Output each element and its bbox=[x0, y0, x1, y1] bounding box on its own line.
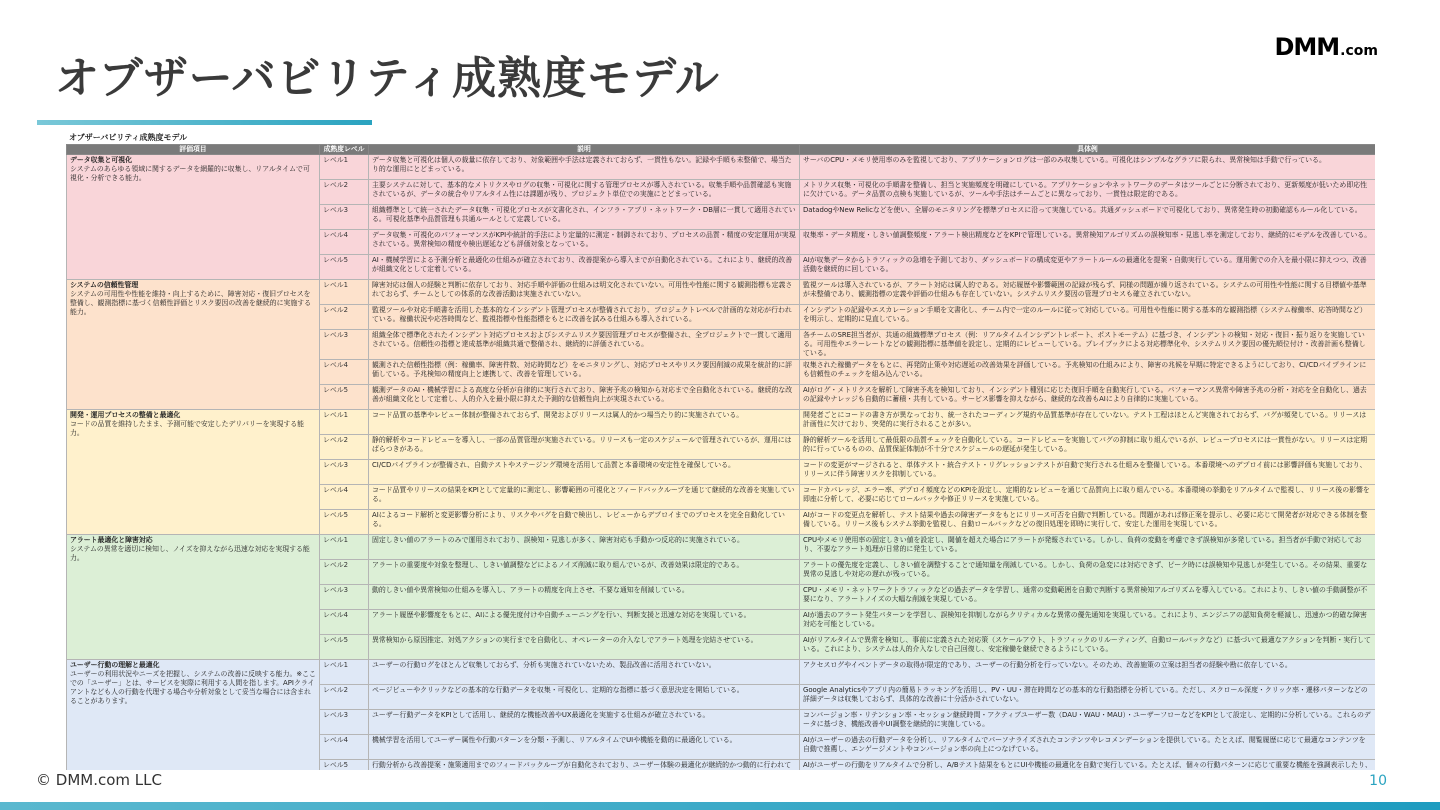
logo-suffix: .com bbox=[1340, 43, 1378, 59]
dmm-logo bbox=[1274, 33, 1378, 61]
example-cell: AIが過去のアラート発生パターンを学習し、誤検知を抑制しながらクリティカルな異常の優先通知を実現している。これにより、エンジニアの認知負荷を軽減し、迅速かつ的確な障害対応を可能としている。 bbox=[800, 610, 1376, 635]
example-cell: CPUやメモリ使用率の固定しきい値を設定し、閾値を超えた場合にアラートが発報されている。しかし、負荷の変動を考慮できず誤検知が多発している。担当者が手動で対応しており、不要なアラート処理が日常的に発生している。 bbox=[800, 535, 1376, 560]
description-cell: ユーザーの行動ログをほとんど収集しておらず、分析も実施されていないため、製品改善に活用されていない。 bbox=[369, 660, 800, 685]
description-cell: アラート履歴や影響度をもとに、AIによる優先度付けや自動チューニングを行い、判断支援と迅速な対応を実現している。 bbox=[369, 610, 800, 635]
level-cell: レベル2 bbox=[320, 305, 369, 330]
bottom-accent-bar bbox=[0, 802, 1440, 810]
page-title: オブザーバビリティ成熟度モデル bbox=[55, 53, 720, 104]
level-cell: レベル5 bbox=[320, 255, 369, 280]
level-cell: レベル2 bbox=[320, 435, 369, 460]
level-cell: レベル4 bbox=[320, 230, 369, 255]
example-cell: AIがログ・メトリクスを解析して障害予兆を検知しており、インシデント種別に応じた復旧手順を自動実行している。パフォーマンス異常や障害予兆の分析・対応を全自動化し、過去の記録やナレッジも自動的に蓄積・共有している。サービス影響を抑えながら、継続的な改善もAIにより自律的に実施している。 bbox=[800, 385, 1376, 410]
level-cell: レベル5 bbox=[320, 760, 369, 771]
level-cell: レベル3 bbox=[320, 585, 369, 610]
level-cell: レベル4 bbox=[320, 360, 369, 385]
description-cell: コード品質やリリースの結果をKPIとして定量的に測定し、影響範囲の可視化とフィードバックループを通じて継続的な改善を実施している。 bbox=[369, 485, 800, 510]
description-cell: CI/CDパイプラインが整備され、自動テストやステージング環境を活用して品質と本番環境の安定性を確保している。 bbox=[369, 460, 800, 485]
description-cell: ユーザー行動データをKPIとして活用し、継続的な機能改善やUX最適化を実施する仕組みが確立されている。 bbox=[369, 710, 800, 735]
level-cell: レベル2 bbox=[320, 685, 369, 710]
description-cell: 主要システムに対して、基本的なメトリクスやログの収集・可視化に関する管理プロセスが導入されている。収集手順や品質確認も実施されているが、データの統合やリアルタイム性には課題が残り、プロジェクト単位での実施にとどまっている。 bbox=[369, 180, 800, 205]
example-cell: AIがリアルタイムで異常を検知し、事前に定義された対応策（スケールアウト、トラフィックのリルーティング、自動ロールバックなど）に基づいて最適なアクションを判断・実行している。これにより、システムは人的介入なしで自己回復し、安定稼働を継続できるようにしている。 bbox=[800, 635, 1376, 660]
description-cell: コード品質の基準やレビュー体制が整備されておらず、開発およびリリースは属人的かつ場当たり的に実施されている。 bbox=[369, 410, 800, 435]
description-cell: 組織標準として統一されたデータ収集・可視化プロセスが文書化され、インフラ・アプリ・ネットワーク・DB層に一貫して適用されている。可視化基準や品質管理も共通ルールとして定義している。 bbox=[369, 205, 800, 230]
category-title: システムの信頼性管理 bbox=[70, 281, 139, 289]
maturity-table bbox=[66, 144, 1375, 770]
description-cell: 組織全体で標準化されたインシデント対応プロセスおよびシステムリスク要因管理プロセスが整備され、全プロジェクトで一貫して適用されている。信頼性の指標と達成基準が組織共通で整備され、継続的に評価されている。 bbox=[369, 330, 800, 360]
logo-main: DMM bbox=[1274, 33, 1340, 61]
description-cell: AI・機械学習による予測分析と最適化の仕組みが確立されており、改善提案から導入までが自動化されている。これにより、継続的改善が組織文化として定着している。 bbox=[369, 255, 800, 280]
description-cell: 異常検知から原因推定、対処アクションの実行までを自動化し、オペレーターの介入なしでアラート処理を完結させている。 bbox=[369, 635, 800, 660]
description-cell: 行動分析から改善提案・施策適用までのフィードバックループが自動化されており、ユーザー体験の最適化が継続的かつ動的に行われて bbox=[369, 760, 800, 771]
description-cell: データ収集・可視化のパフォーマンスがKPIや統計的手法により定量的に測定・制御されており、プロセスの品質・精度の安定運用が実現されている。異常検知の精度や検出遅延なども評価対象となっている。 bbox=[369, 230, 800, 255]
category-description: ユーザーの利用状況やニーズを把握し、システムの改善に反映する能力。※ここでの「ユーザー」とは、サービスを実際に利用する人間を指します。APIクライアントなども人の行動を代理する場合や分析対象として妥当な場合には含まれることがあります。 bbox=[70, 670, 316, 705]
column-header-example: 具体例 bbox=[800, 145, 1376, 155]
example-cell: AIがコードの変更点を解析し、テスト結果や過去の障害データをもとにリリース可否を自動で判断している。問題があれば修正案を提示し、必要に応じて開発者が対応できる体制を整備している。リリース後もシステム挙動を監視し、自動ロールバックなどの復旧処理を即時に実行して、安定した運用を実現している。 bbox=[800, 510, 1376, 535]
category-cell bbox=[67, 155, 320, 280]
category-cell bbox=[67, 410, 320, 535]
description-cell: 観測された信頼性指標（例：稼働率、障害件数、対応時間など）をモニタリングし、対応プロセスやリスク要因削減の成果を統計的に評価している。予兆検知の精度向上と連携して、改善を管理している。 bbox=[369, 360, 800, 385]
maturity-table-sheet bbox=[66, 132, 1375, 770]
level-cell: レベル4 bbox=[320, 485, 369, 510]
title-underline bbox=[37, 120, 372, 125]
description-cell: 動的しきい値や異常検知の仕組みを導入し、アラートの精度を向上させ、不要な通知を削減している。 bbox=[369, 585, 800, 610]
example-cell: サーバのCPU・メモリ使用率のみを監視しており、アプリケーションログは一部のみ収集している。可視化はシンプルなグラフに限られ、異常検知は手動で行っている。 bbox=[800, 155, 1376, 180]
description-cell: 静的解析やコードレビューを導入し、一部の品質管理が実施されている。リリースも一定のスケジュールで管理されているが、運用にはばらつきがある。 bbox=[369, 435, 800, 460]
example-cell: 静的解析ツールを活用して最低限の品質チェックを自動化している。コードレビューを実施してバグの抑制に取り組んでいるが、レビュープロセスには一貫性がない。リリースは定期的に行っているものの、品質保証体制が不十分でスケジュールの遅延が発生している。 bbox=[800, 435, 1376, 460]
table-body bbox=[67, 155, 1376, 771]
category-title: 開発・運用プロセスの整備と最適化 bbox=[70, 411, 181, 419]
category-title: データ収集と可視化 bbox=[70, 156, 133, 164]
category-cell bbox=[67, 660, 320, 771]
level-cell: レベル2 bbox=[320, 560, 369, 585]
example-cell: 各チームのSRE担当者が、共通の組織標準プロセス（例：リアルタイムインシデントレポート、ポストモーテム）に基づき、インシデントの検知・対応・復旧・振り返りを実施している。可用性やエラーレートなどの観測指標に基準値を設定し、定期的にレビューしている。プレイブックによる対応標準化や、システムリスク要因の優先順位付け・改善計画も整備している。 bbox=[800, 330, 1376, 360]
level-cell: レベル5 bbox=[320, 510, 369, 535]
category-cell bbox=[67, 280, 320, 410]
level-cell: レベル2 bbox=[320, 180, 369, 205]
table-row bbox=[67, 660, 1376, 685]
sheet-title: オブザーバビリティ成熟度モデル bbox=[69, 133, 188, 142]
example-cell: AIがユーザーの過去の行動データを分析し、リアルタイムでパーソナライズされたコンテンツやレコメンデーションを提供している。たとえば、閲覧履歴に応じて最適なコンテンツを自動で推薦し、エンゲージメントやコンバージョン率の向上につなげている。 bbox=[800, 735, 1376, 760]
category-cell bbox=[67, 535, 320, 660]
description-cell: 監視ツールや対応手順書を活用した基本的なインシデント管理プロセスが整備されており、プロジェクトレベルで計画的な対応が行われている。稼働状況や応答時間など、監視指標や性能指標をもとに改善を試みる仕組みも導入されている。 bbox=[369, 305, 800, 330]
table-row bbox=[67, 155, 1376, 180]
table-row bbox=[67, 410, 1376, 435]
example-cell: AIが収集データからトラフィックの急増を予測しており、ダッシュボードの構成変更やアラートルールの最適化を提案・自動実行している。運用側での介入を最小限に抑えつつ、改善活動を継続的に回している。 bbox=[800, 255, 1376, 280]
level-cell: レベル1 bbox=[320, 660, 369, 685]
level-cell: レベル1 bbox=[320, 155, 369, 180]
level-cell: レベル3 bbox=[320, 205, 369, 230]
level-cell: レベル1 bbox=[320, 535, 369, 560]
description-cell: 障害対応は個人の経験と判断に依存しており、対応手順や評価の仕組みは明文化されていない。可用性や性能に関する観測指標も定義されておらず、チームとしての体系的な改善活動は実施されていない。 bbox=[369, 280, 800, 305]
level-cell: レベル4 bbox=[320, 735, 369, 760]
level-cell: レベル3 bbox=[320, 710, 369, 735]
description-cell: 観測データのAI・機械学習による高度な分析が自律的に実行されており、障害予兆の検知から対応まで全自動化されている。継続的な改善が組織文化として定着し、人的介入を最小限に抑えた予測的な信頼性向上が実現されている。 bbox=[369, 385, 800, 410]
table-row bbox=[67, 280, 1376, 305]
level-cell: レベル3 bbox=[320, 460, 369, 485]
category-title: アラート最適化と障害対応 bbox=[70, 536, 153, 544]
example-cell: 収集された稼働データをもとに、再発防止策や対応遅延の改善効果を評価している。予兆検知の仕組みにより、障害の兆候を早期に特定できるようにしており、CI/CDパイプラインにも信頼性のチェックを組み込んでいる。 bbox=[800, 360, 1376, 385]
example-cell: コードカバレッジ、エラー率、デプロイ頻度などのKPIを設定し、定期的なレビューを通じて品質向上に取り組んでいる。本番環境の挙動をリアルタイムで監視し、リリース後の影響を即座に分析して、必要に応じてロールバックや修正リリースを実施している。 bbox=[800, 485, 1376, 510]
footer-copyright: © DMM.com LLC bbox=[36, 771, 162, 789]
example-cell: インシデントの記録やエスカレーション手順を文書化し、チーム内で一定のルールに従って対応している。可用性や性能に関する基本的な観測指標（システム稼働率、応答時間など）を明示し、定期的に見直している。 bbox=[800, 305, 1376, 330]
category-description: コードの品質を維持したまま、予測可能で安定したデリバリーを実現する能力。 bbox=[70, 420, 305, 437]
level-cell: レベル1 bbox=[320, 280, 369, 305]
level-cell: レベル4 bbox=[320, 610, 369, 635]
level-cell: レベル1 bbox=[320, 410, 369, 435]
description-cell: 機械学習を活用してユーザー属性や行動パターンを分類・予測し、リアルタイムでUIや機能を動的に最適化している。 bbox=[369, 735, 800, 760]
column-header-level: 成熟度レベル bbox=[320, 145, 369, 155]
table-header-row bbox=[67, 145, 1376, 155]
page-number: 10 bbox=[1369, 773, 1387, 789]
example-cell: AIがユーザーの行動をリアルタイムで分析し、A/Bテスト結果をもとにUIや機能の最適化を自動で実行している。たとえば、個々の行動パターンに応じて重要な機能を強調表示したり、 bbox=[800, 760, 1376, 771]
category-title: ユーザー行動の理解と最適化 bbox=[70, 661, 160, 669]
example-cell: Google Analyticsやアプリ内の簡易トラッキングを活用し、PV・UU・滞在時間などの基本的な行動指標を分析している。ただし、スクロール深度・クリック率・遷移パターンなどの詳細データは収集しておらず、具体的な改善に十分活かされていない。 bbox=[800, 685, 1376, 710]
example-cell: CPU・メモリ・ネットワークトラフィックなどの過去データを学習し、通常の変動範囲を自動で判断する異常検知アルゴリズムを導入している。これにより、しきい値の手動調整が不要になり、アラートノイズの大幅な削減を実現している。 bbox=[800, 585, 1376, 610]
example-cell: メトリクス収集・可視化の手順書を整備し、担当と実施頻度を明確にしている。アプリケーションやネットワークのデータはツールごとに分断されており、更新頻度が低いため即応性に欠けている。データ品質の点検も実施しているが、ツールや手法はチームごとに異なっており、一貫性は限定的である。 bbox=[800, 180, 1376, 205]
example-cell: コードの変更がマージされると、単体テスト・統合テスト・リグレッションテストが自動で実行される仕組みを整備している。本番環境へのデプロイ前には影響評価も実施しており、リリースに伴う障害リスクを抑制している。 bbox=[800, 460, 1376, 485]
table-row bbox=[67, 535, 1376, 560]
example-cell: 監視ツールは導入されているが、アラート対応は属人的である。対応履歴や影響範囲の記録が残らず、同様の問題が繰り返されている。システムの可用性や性能に関する目標値や基準が未整備であり、観測指標の定義や評価の仕組みも存在していない。システムリスク要因の管理プロセスも確立されていない。 bbox=[800, 280, 1376, 305]
description-cell: AIによるコード解析と変更影響分析により、リスクやバグを自動で検出し、レビューからデプロイまでのプロセスを完全自動化している。 bbox=[369, 510, 800, 535]
level-cell: レベル5 bbox=[320, 385, 369, 410]
description-cell: アラートの重要度や対象を整理し、しきい値調整などによるノイズ削減に取り組んでいるが、改善効果は限定的である。 bbox=[369, 560, 800, 585]
category-description: システムの異常を適切に検知し、ノイズを抑えながら迅速な対応を実現する能力。 bbox=[70, 545, 310, 562]
level-cell: レベル3 bbox=[320, 330, 369, 360]
column-header-description: 説明 bbox=[369, 145, 800, 155]
description-cell: データ収集と可視化は個人の裁量に依存しており、対象範囲や手法は定義されておらず、一貫性もない。記録や手順も未整備で、場当たり的な運用にとどまっている。 bbox=[369, 155, 800, 180]
description-cell: ページビューやクリックなどの基本的な行動データを収集・可視化し、定期的な指標に基づく意思決定を開始している。 bbox=[369, 685, 800, 710]
example-cell: 収集率・データ精度・しきい値調整頻度・アラート検出精度などをKPIで管理している。異常検知アルゴリズムの誤検知率・見逃し率を測定しており、継続的にモデルを改善している。 bbox=[800, 230, 1376, 255]
category-description: システムのあらゆる領域に関するデータを網羅的に収集し、リアルタイムで可視化・分析できる能力。 bbox=[70, 165, 310, 182]
example-cell: DatadogやNew Relicなどを使い、全層のモニタリングを標準プロセスに沿って実施している。共通ダッシュボードで可視化しており、異常発生時の初動確認もルール化している。 bbox=[800, 205, 1376, 230]
example-cell: 開発者ごとにコードの書き方が異なっており、統一されたコーディング規約や品質基準が存在していない。テスト工程はほとんど実施されておらず、バグが頻発している。リリースは計画性に欠けており、突発的に実行されることが多い。 bbox=[800, 410, 1376, 435]
column-header-item: 評価項目 bbox=[67, 145, 320, 155]
example-cell: アラートの優先度を定義し、しきい値を調整することで通知量を削減している。しかし、負荷の急変には対応できず、ピーク時には誤検知や見逃しが発生している。その結果、重要な異常の見逃しや対応の遅れが残っている。 bbox=[800, 560, 1376, 585]
example-cell: コンバージョン率・リテンション率・セッション継続時間・アクティブユーザー数（DAU・WAU・MAU）・ユーザーフローなどをKPIとして設定し、定期的に分析している。これらのデータに基づき、機能改善やUI調整を継続的に実施している。 bbox=[800, 710, 1376, 735]
description-cell: 固定しきい値のアラートのみで運用されており、誤検知・見逃しが多く、障害対応も手動かつ反応的に実施されている。 bbox=[369, 535, 800, 560]
example-cell: アクセスログやイベントデータの取得が限定的であり、ユーザーの行動分析を行っていない。そのため、改善施策の立案は担当者の経験や勘に依存している。 bbox=[800, 660, 1376, 685]
category-description: システムの可用性や性能を維持・向上するために、障害対応・復旧プロセスを整備し、観測指標に基づく信頼性評価とリスク要因の改善を継続的に実施する能力。 bbox=[70, 290, 312, 316]
level-cell: レベル5 bbox=[320, 635, 369, 660]
